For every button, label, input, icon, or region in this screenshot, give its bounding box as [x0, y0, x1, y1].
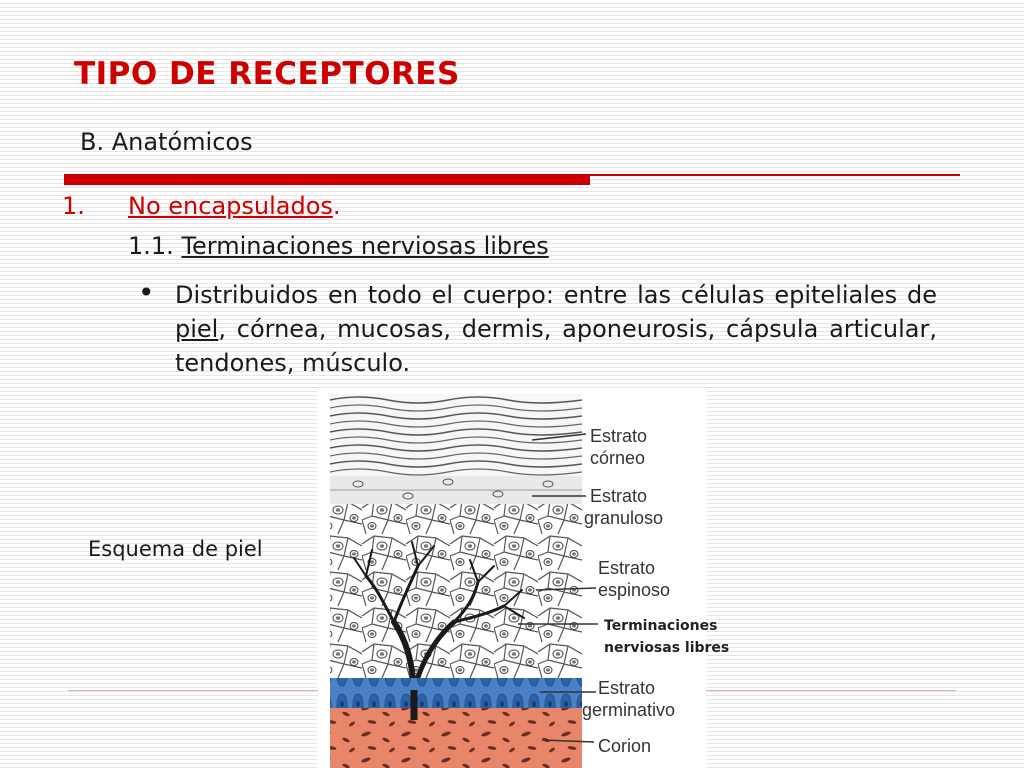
list-item-punct: .: [332, 192, 341, 220]
corion-layer: [330, 708, 582, 768]
list-number: 1.: [62, 192, 85, 220]
label-estrato-corneo-2: córneo: [590, 448, 646, 468]
subitem-number: 1.1.: [128, 232, 174, 260]
estrato-corneo-layer: [330, 394, 582, 476]
divider-thick: [64, 174, 590, 185]
label-estrato-corneo-1: Estrato: [590, 426, 648, 446]
footer-line-left: [68, 690, 318, 691]
estrato-granuloso-layer: [330, 476, 582, 504]
bullet-paragraph: [175, 278, 937, 380]
label-terminaciones-2: nerviosas libres: [604, 640, 730, 656]
label-estrato-granuloso-1: Estrato: [590, 486, 648, 506]
piel-link[interactable]: piel: [175, 315, 219, 343]
label-estrato-espinoso-1: Estrato: [598, 558, 656, 578]
skin-diagram-svg: [318, 390, 730, 768]
estrato-espinoso-layer: [330, 504, 582, 678]
subitem-terminaciones: [128, 232, 549, 260]
list-item-text[interactable]: No encapsulados: [128, 192, 333, 220]
bullet-text-part2: , córnea, mucosas, dermis, aponeurosis, cápsula articular, tendones, músculo.: [175, 315, 937, 377]
slide-subtitle: B. Anatómicos: [80, 128, 253, 156]
skin-diagram: [318, 390, 730, 768]
slide-title: TIPO DE RECEPTORES: [74, 56, 460, 92]
label-terminaciones-1: Terminaciones: [604, 618, 718, 634]
label-estrato-espinoso-2: espinoso: [598, 580, 671, 600]
bullet-dot-icon: •: [138, 276, 155, 309]
label-estrato-germinativo-1: Estrato: [598, 678, 656, 698]
footer-line-right: [706, 690, 956, 691]
label-estrato-germinativo-2: germinativo: [582, 700, 676, 720]
subitem-text[interactable]: Terminaciones nerviosas libres: [181, 232, 549, 260]
label-corion: Corion: [598, 736, 652, 756]
label-estrato-granuloso-2: granuloso: [584, 508, 664, 528]
list-item-no-encapsulados: [62, 192, 341, 220]
bullet-text-part1: Distribuidos en todo el cuerpo: entre las células epiteliales de: [175, 281, 937, 309]
estrato-germinativo-layer: [330, 678, 582, 708]
divider-thin: [590, 174, 960, 176]
diagram-caption: Esquema de piel: [88, 537, 263, 561]
